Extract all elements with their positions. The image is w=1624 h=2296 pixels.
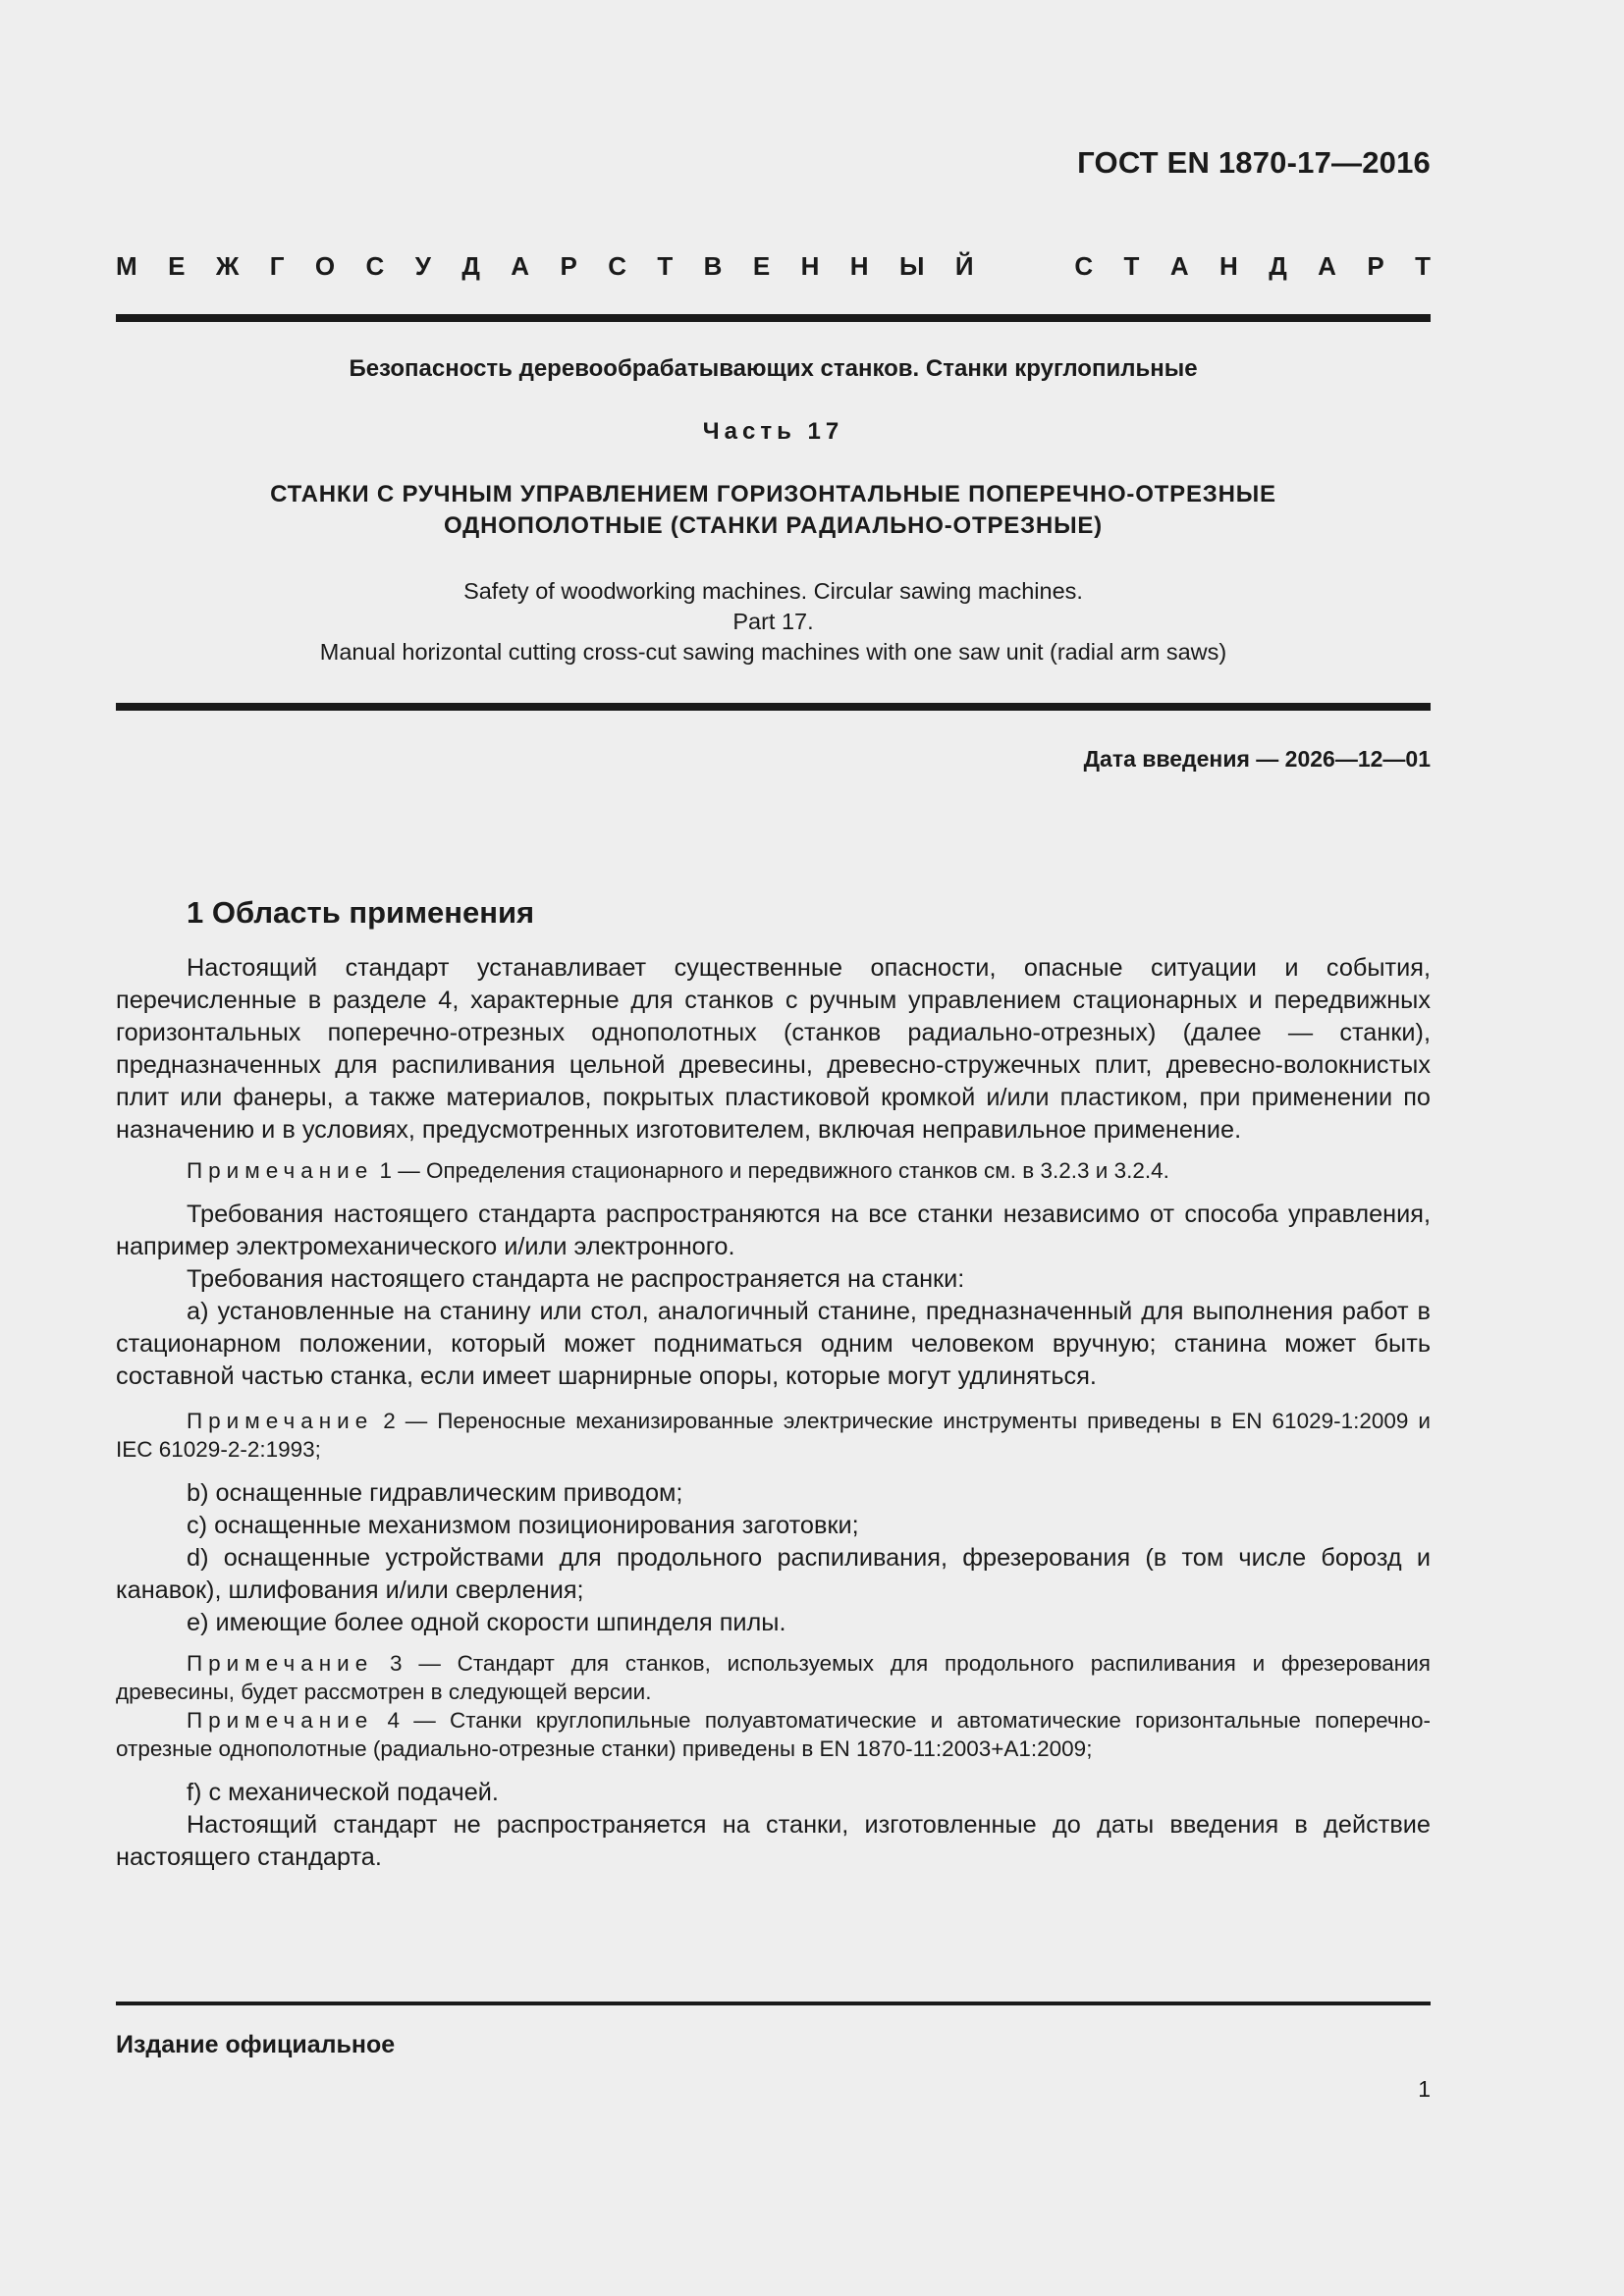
note-label: Примечание [187, 1651, 374, 1676]
banner-letter: В [703, 251, 723, 281]
banner-letter: А [1169, 251, 1189, 281]
document-subtitle [116, 479, 1431, 542]
note-text: 2 — Переносные механизированные электрические инструменты приведены в EN 61029-1:2009 и IEC 61029-2-2:1993; [116, 1409, 1431, 1462]
note [116, 1156, 1431, 1185]
banner-letter: Р [560, 251, 577, 281]
note [116, 1407, 1431, 1464]
note-label: Примечание [187, 1409, 374, 1433]
banner-letter: С [608, 251, 626, 281]
section-heading: 1 Область применения [187, 895, 535, 930]
interstate-standard-banner [116, 251, 1431, 282]
note [116, 1649, 1431, 1706]
banner-letter: Н [800, 251, 820, 281]
paragraph: Требования настоящего стандарта распространяются на все станки независимо от способа управления, например электромеханического и/или электронного. [116, 1201, 1431, 1260]
banner-letter: Д [1269, 251, 1287, 281]
banner-letter: Т [1123, 251, 1140, 281]
header-divider [116, 314, 1431, 322]
banner-letter: А [1318, 251, 1336, 281]
banner-letter: Ж [215, 251, 240, 281]
list-item: f) с механической подачей. [187, 1779, 499, 1806]
note-label: Примечание [187, 1708, 374, 1733]
banner-letter: С [365, 251, 385, 281]
list-item: c) оснащенные механизмом позиционирования заготовки; [187, 1512, 859, 1539]
list-item: e) имеющие более одной скорости шпинделя пилы. [187, 1609, 786, 1636]
document-page [116, 0, 1431, 2296]
english-title-line: Manual horizontal cutting cross-cut sawing machines with one saw unit (radial arm saws) [319, 639, 1227, 665]
paragraph: Настоящий стандарт устанавливает существенные опасности, опасные ситуации и события, перечисленные в разделе 4, характерные для станков с ручным управлением стационарных и передвижных горизонтальных поперечно-отрезных однополотных (станков радиально-отрезных) (далее — станки), предназначенных для распиливания цельной древесины, древесно-стружечных плит, древесно-волокнистых плит или фанеры, а также материалов, покрытых пластиковой кромкой и/или пластиком, при применении по назначению и в условиях, предусмотренных изготовителем, включая неправильное применение. [116, 954, 1431, 1144]
banner-letter: Е [752, 251, 771, 281]
banner-letter: Г [269, 251, 285, 281]
banner-letter: Р [1367, 251, 1384, 281]
list-item: d) оснащенные устройствами для продольного распиливания, фрезерования (в том числе борозд и канавок), шлифования и/или сверления; [116, 1544, 1431, 1604]
note-label: Примечание [187, 1158, 374, 1183]
banner-letter: Т [657, 251, 674, 281]
banner-letter: Н [1219, 251, 1238, 281]
banner-letter: Д [461, 251, 480, 281]
english-title [116, 576, 1431, 667]
banner-letter: А [511, 251, 530, 281]
banner-letter: О [314, 251, 336, 281]
note-text: 3 — Стандарт для станков, используемых для продольного распиливания и фрезерования древесины, будет рассмотрен в следующей версии. [116, 1651, 1431, 1704]
footer-divider [116, 2002, 1431, 2005]
list-item: b) оснащенные гидравлическим приводом; [187, 1479, 683, 1507]
part-label: Часть 17 [702, 418, 844, 445]
banner-letter: Н [849, 251, 869, 281]
section-body [116, 952, 1431, 1874]
banner-word-gap [1004, 251, 1044, 282]
introduction-date: Дата введения — 2026—12—01 [1083, 746, 1431, 772]
banner-letter: У [414, 251, 431, 281]
subtitle-line: СТАНКИ С РУЧНЫМ УПРАВЛЕНИЕМ ГОРИЗОНТАЛЬНЫЕ ПОПЕРЕЧНО-ОТРЕЗНЫЕ [270, 481, 1276, 507]
banner-letter: Й [954, 251, 974, 281]
banner-letter: Т [1415, 251, 1431, 281]
official-edition-label: Издание официальное [116, 2031, 396, 2058]
page-number: 1 [1418, 2076, 1431, 2102]
paragraph: Настоящий стандарт не распространяется на станки, изготовленные до даты введения в действие настоящего стандарта. [116, 1811, 1431, 1871]
banner-letter: Е [168, 251, 186, 281]
banner-letter: С [1074, 251, 1094, 281]
note [116, 1706, 1431, 1763]
paragraph: Требования настоящего стандарта не распространяется на станки: [187, 1265, 965, 1293]
subtitle-line: ОДНОПОЛОТНЫЕ (СТАНКИ РАДИАЛЬНО-ОТРЕЗНЫЕ) [444, 512, 1103, 539]
banner-letter: Ы [898, 251, 925, 281]
note-text: 1 — Определения стационарного и передвижного станков см. в 3.2.3 и 3.2.4. [373, 1158, 1169, 1183]
list-item: a) установленные на станину или стол, аналогичный станине, предназначенный для выполнения работ в стационарном положении, который может подниматься одним человеком вручную; станина может быть составной частью станка, если имеет шарнирные опоры, которые могут удлиняться. [116, 1298, 1431, 1390]
english-title-line: Part 17. [732, 609, 814, 634]
standard-code: ГОСТ EN 1870-17—2016 [1077, 145, 1431, 180]
document-title: Безопасность деревообрабатывающих станков. Станки круглопильные [349, 355, 1198, 382]
note-text: 4 — Станки круглопильные полуавтоматические и автоматические горизонтальные поперечно-отрезные однополотные (радиально-отрезные станки) приведены в EN 1870-11:2003+A1:2009; [116, 1708, 1431, 1761]
title-divider [116, 703, 1431, 711]
english-title-line: Safety of woodworking machines. Circular sawing machines. [463, 578, 1083, 604]
banner-letter: М [116, 251, 137, 281]
